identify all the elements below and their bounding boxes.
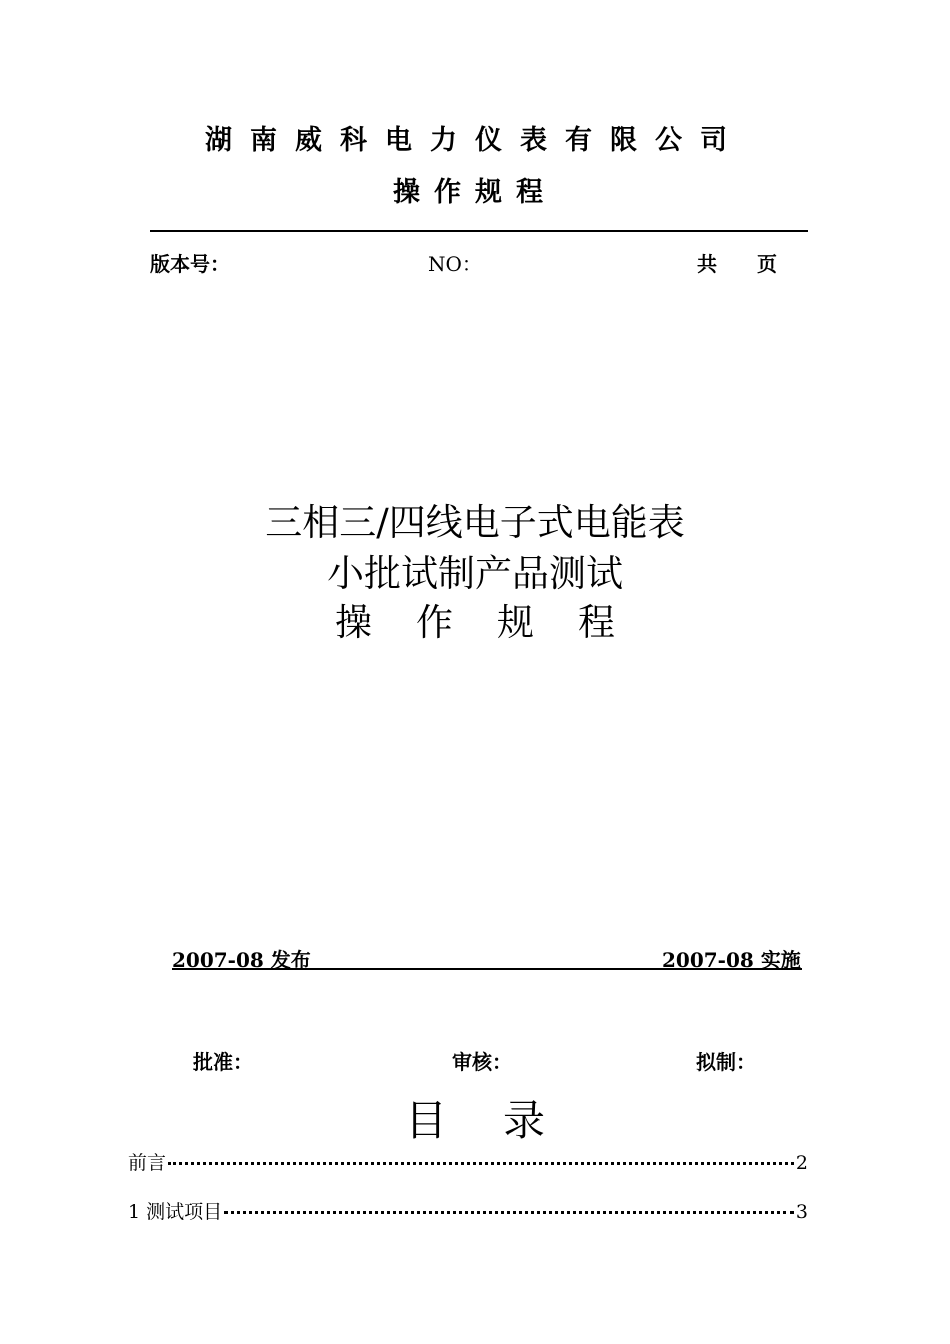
document-type: 操作规程 — [393, 177, 557, 208]
toc-entry-page: 3 — [795, 1201, 808, 1223]
pages-label: 共 页 — [697, 252, 777, 276]
title-line-2: 小批试制产品测试 — [327, 552, 623, 595]
header-divider — [150, 230, 808, 232]
date-underline — [172, 968, 802, 970]
no-label: NO： — [428, 252, 482, 276]
version-label: 版本号： — [150, 252, 230, 276]
toc-entry[interactable] — [128, 1197, 808, 1223]
toc-entry-page: 2 — [795, 1152, 808, 1174]
title-line-1: 三相三/四线电子式电能表 — [265, 501, 685, 544]
effective-date: 2007-08 实施 — [662, 948, 801, 972]
toc-leader-dots — [224, 1211, 794, 1214]
approve-label: 批准： — [193, 1050, 253, 1074]
toc-entry-label: 前言 — [128, 1152, 167, 1174]
toc-leader-dots — [168, 1162, 794, 1165]
toc-entry-label: 1 测试项目 — [128, 1201, 223, 1223]
draft-label: 拟制： — [696, 1050, 756, 1074]
title-line-3: 操作规程 — [335, 601, 659, 644]
toc-title: 目录 — [404, 1096, 601, 1145]
issue-date: 2007-08 发布 — [172, 948, 311, 972]
company-name: 湖南威科电力仪表有限公司 — [205, 125, 745, 156]
review-label: 审核： — [452, 1050, 512, 1074]
toc-entry[interactable] — [128, 1148, 808, 1174]
